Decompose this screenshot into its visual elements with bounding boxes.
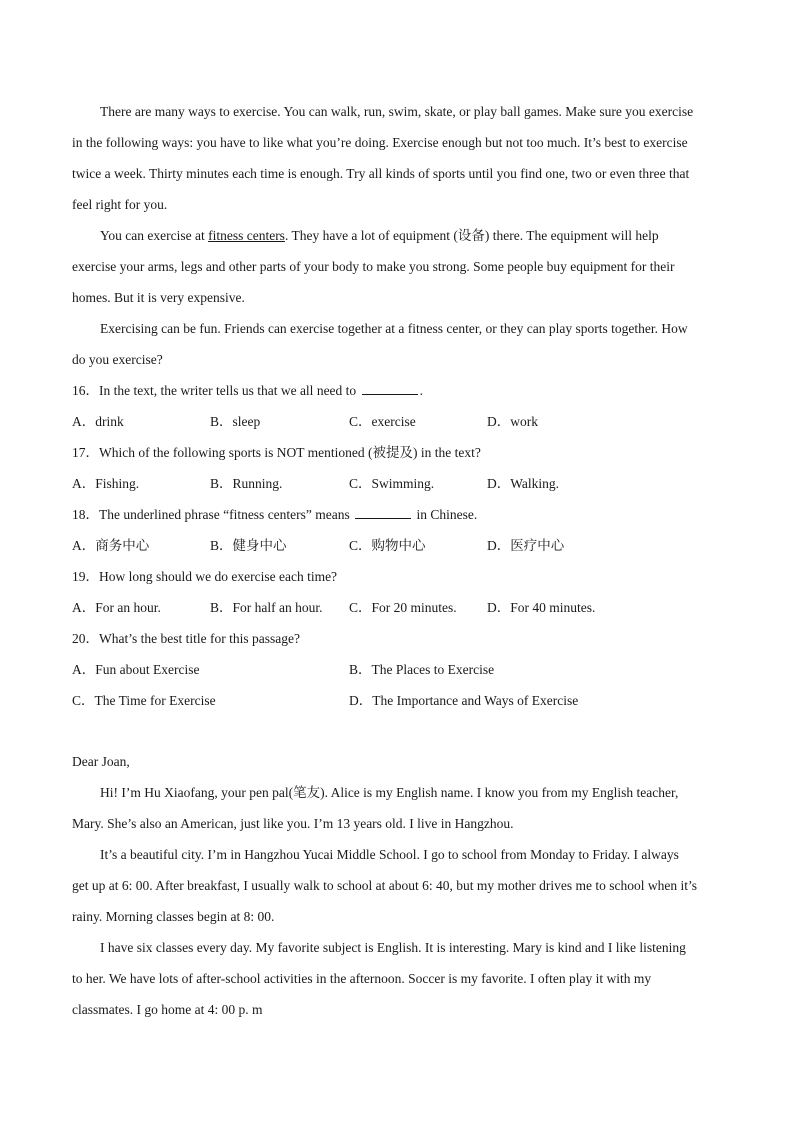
options-row	[72, 468, 722, 499]
option-a: A．For an hour.	[72, 600, 161, 615]
question-stem: 17．Which of the following sports is NOT mentioned (被提及) in the text?	[72, 445, 481, 460]
text-line: There are many ways to exercise. You can walk, run, swim, skate, or play ball games. Make sure you exercise	[100, 104, 694, 119]
text-line: do you exercise?	[72, 352, 163, 367]
option-d: D．For 40 minutes.	[487, 600, 596, 615]
question-stem	[72, 375, 722, 406]
text-line: It’s a beautiful city. I’m in Hangzhou Yucai Middle School. I go to school from Monday to Friday. I always	[100, 847, 679, 862]
text-line: to her. We have lots of after-school activities in the afternoon. Soccer is my favorite. I often play it with my	[72, 971, 652, 986]
text-span: in Chinese.	[413, 507, 478, 522]
text-line: exercise your arms, legs and other parts of your body to make you strong. Some people buy equipment for their	[72, 259, 675, 274]
letter-paragraph-1	[72, 777, 722, 839]
options-row	[72, 654, 722, 685]
text-line: homes. But it is very expensive.	[72, 290, 245, 305]
text-line: classmates. I go home at 4: 00 p. m	[72, 1002, 263, 1017]
text-span: 18．The underlined phrase “fitness centers” means	[72, 507, 354, 522]
question-stem	[72, 499, 722, 530]
question-17	[72, 437, 722, 499]
letter-greeting: Dear Joan,	[72, 754, 130, 769]
option-b: B．sleep	[210, 414, 261, 429]
options-row	[72, 685, 722, 716]
option-d: D．The Importance and Ways of Exercise	[349, 693, 579, 708]
text-line: Hi! I’m Hu Xiaofang, your pen pal(笔友). Alice is my English name. I know you from my English teacher,	[100, 785, 679, 800]
option-c: C．For 20 minutes.	[349, 600, 457, 615]
option-c: C．购物中心	[349, 538, 426, 553]
option-d: D．Walking.	[487, 476, 560, 491]
document-page	[72, 96, 722, 1025]
answer-blank	[355, 504, 411, 519]
option-a: A．Fun about Exercise	[72, 662, 200, 677]
question-stem: 20．What’s the best title for this passage?	[72, 631, 300, 646]
question-18	[72, 499, 722, 561]
text-span: .	[419, 383, 423, 398]
letter-paragraph-3	[72, 932, 722, 1025]
section-spacer	[72, 716, 722, 746]
question-stem: 19．How long should we do exercise each time?	[72, 569, 338, 584]
option-b: B．For half an hour.	[210, 600, 323, 615]
text-line: twice a week. Thirty minutes each time is enough. Try all kinds of sports until you find one, two or even three that	[72, 166, 690, 181]
text-line: get up at 6: 00. After breakfast, I usually walk to school at about 6: 40, but my mother drives me to school when it’s	[72, 878, 698, 893]
underlined-phrase: fitness centers	[208, 228, 285, 243]
text-line: rainy. Morning classes begin at 8: 00.	[72, 909, 275, 924]
question-16	[72, 375, 722, 437]
passage-paragraph-1	[72, 96, 722, 220]
option-a: A．Fishing.	[72, 476, 140, 491]
option-d: D．work	[487, 414, 538, 429]
text-span: . They have a lot of equipment (设备) there. The equipment will help	[284, 228, 659, 243]
option-b: B．The Places to Exercise	[349, 662, 495, 677]
answer-blank	[362, 380, 418, 395]
text-span: 16．In the text, the writer tells us that we all need to	[72, 383, 360, 398]
text-line: I have six classes every day. My favorite subject is English. It is interesting. Mary is kind and I like listening	[100, 940, 686, 955]
question-19	[72, 561, 722, 623]
letter-paragraph-2	[72, 839, 722, 932]
options-row	[72, 530, 722, 561]
text-line: Mary. She’s also an American, just like you. I’m 13 years old. I live in Hangzhou.	[72, 816, 514, 831]
option-c: C．Swimming.	[349, 476, 435, 491]
option-a: A．drink	[72, 414, 124, 429]
text-line: in the following ways: you have to like what you’re doing. Exercise enough but not too much. It’s best to exercise	[72, 135, 688, 150]
text-line	[72, 220, 722, 251]
option-c: C．The Time for Exercise	[72, 693, 216, 708]
passage-paragraph-3	[72, 313, 722, 375]
option-a: A．商务中心	[72, 538, 150, 553]
option-d: D．医疗中心	[487, 538, 565, 553]
option-b: B．健身中心	[210, 538, 287, 553]
option-b: B．Running.	[210, 476, 283, 491]
options-row	[72, 406, 722, 437]
text-span: You can exercise at	[100, 228, 209, 243]
option-c: C．exercise	[349, 414, 416, 429]
options-row	[72, 592, 722, 623]
question-20	[72, 623, 722, 716]
text-line: Exercising can be fun. Friends can exercise together at a fitness center, or they can play sports together. How	[100, 321, 688, 336]
text-line: feel right for you.	[72, 197, 168, 212]
passage-paragraph-2	[72, 220, 722, 313]
